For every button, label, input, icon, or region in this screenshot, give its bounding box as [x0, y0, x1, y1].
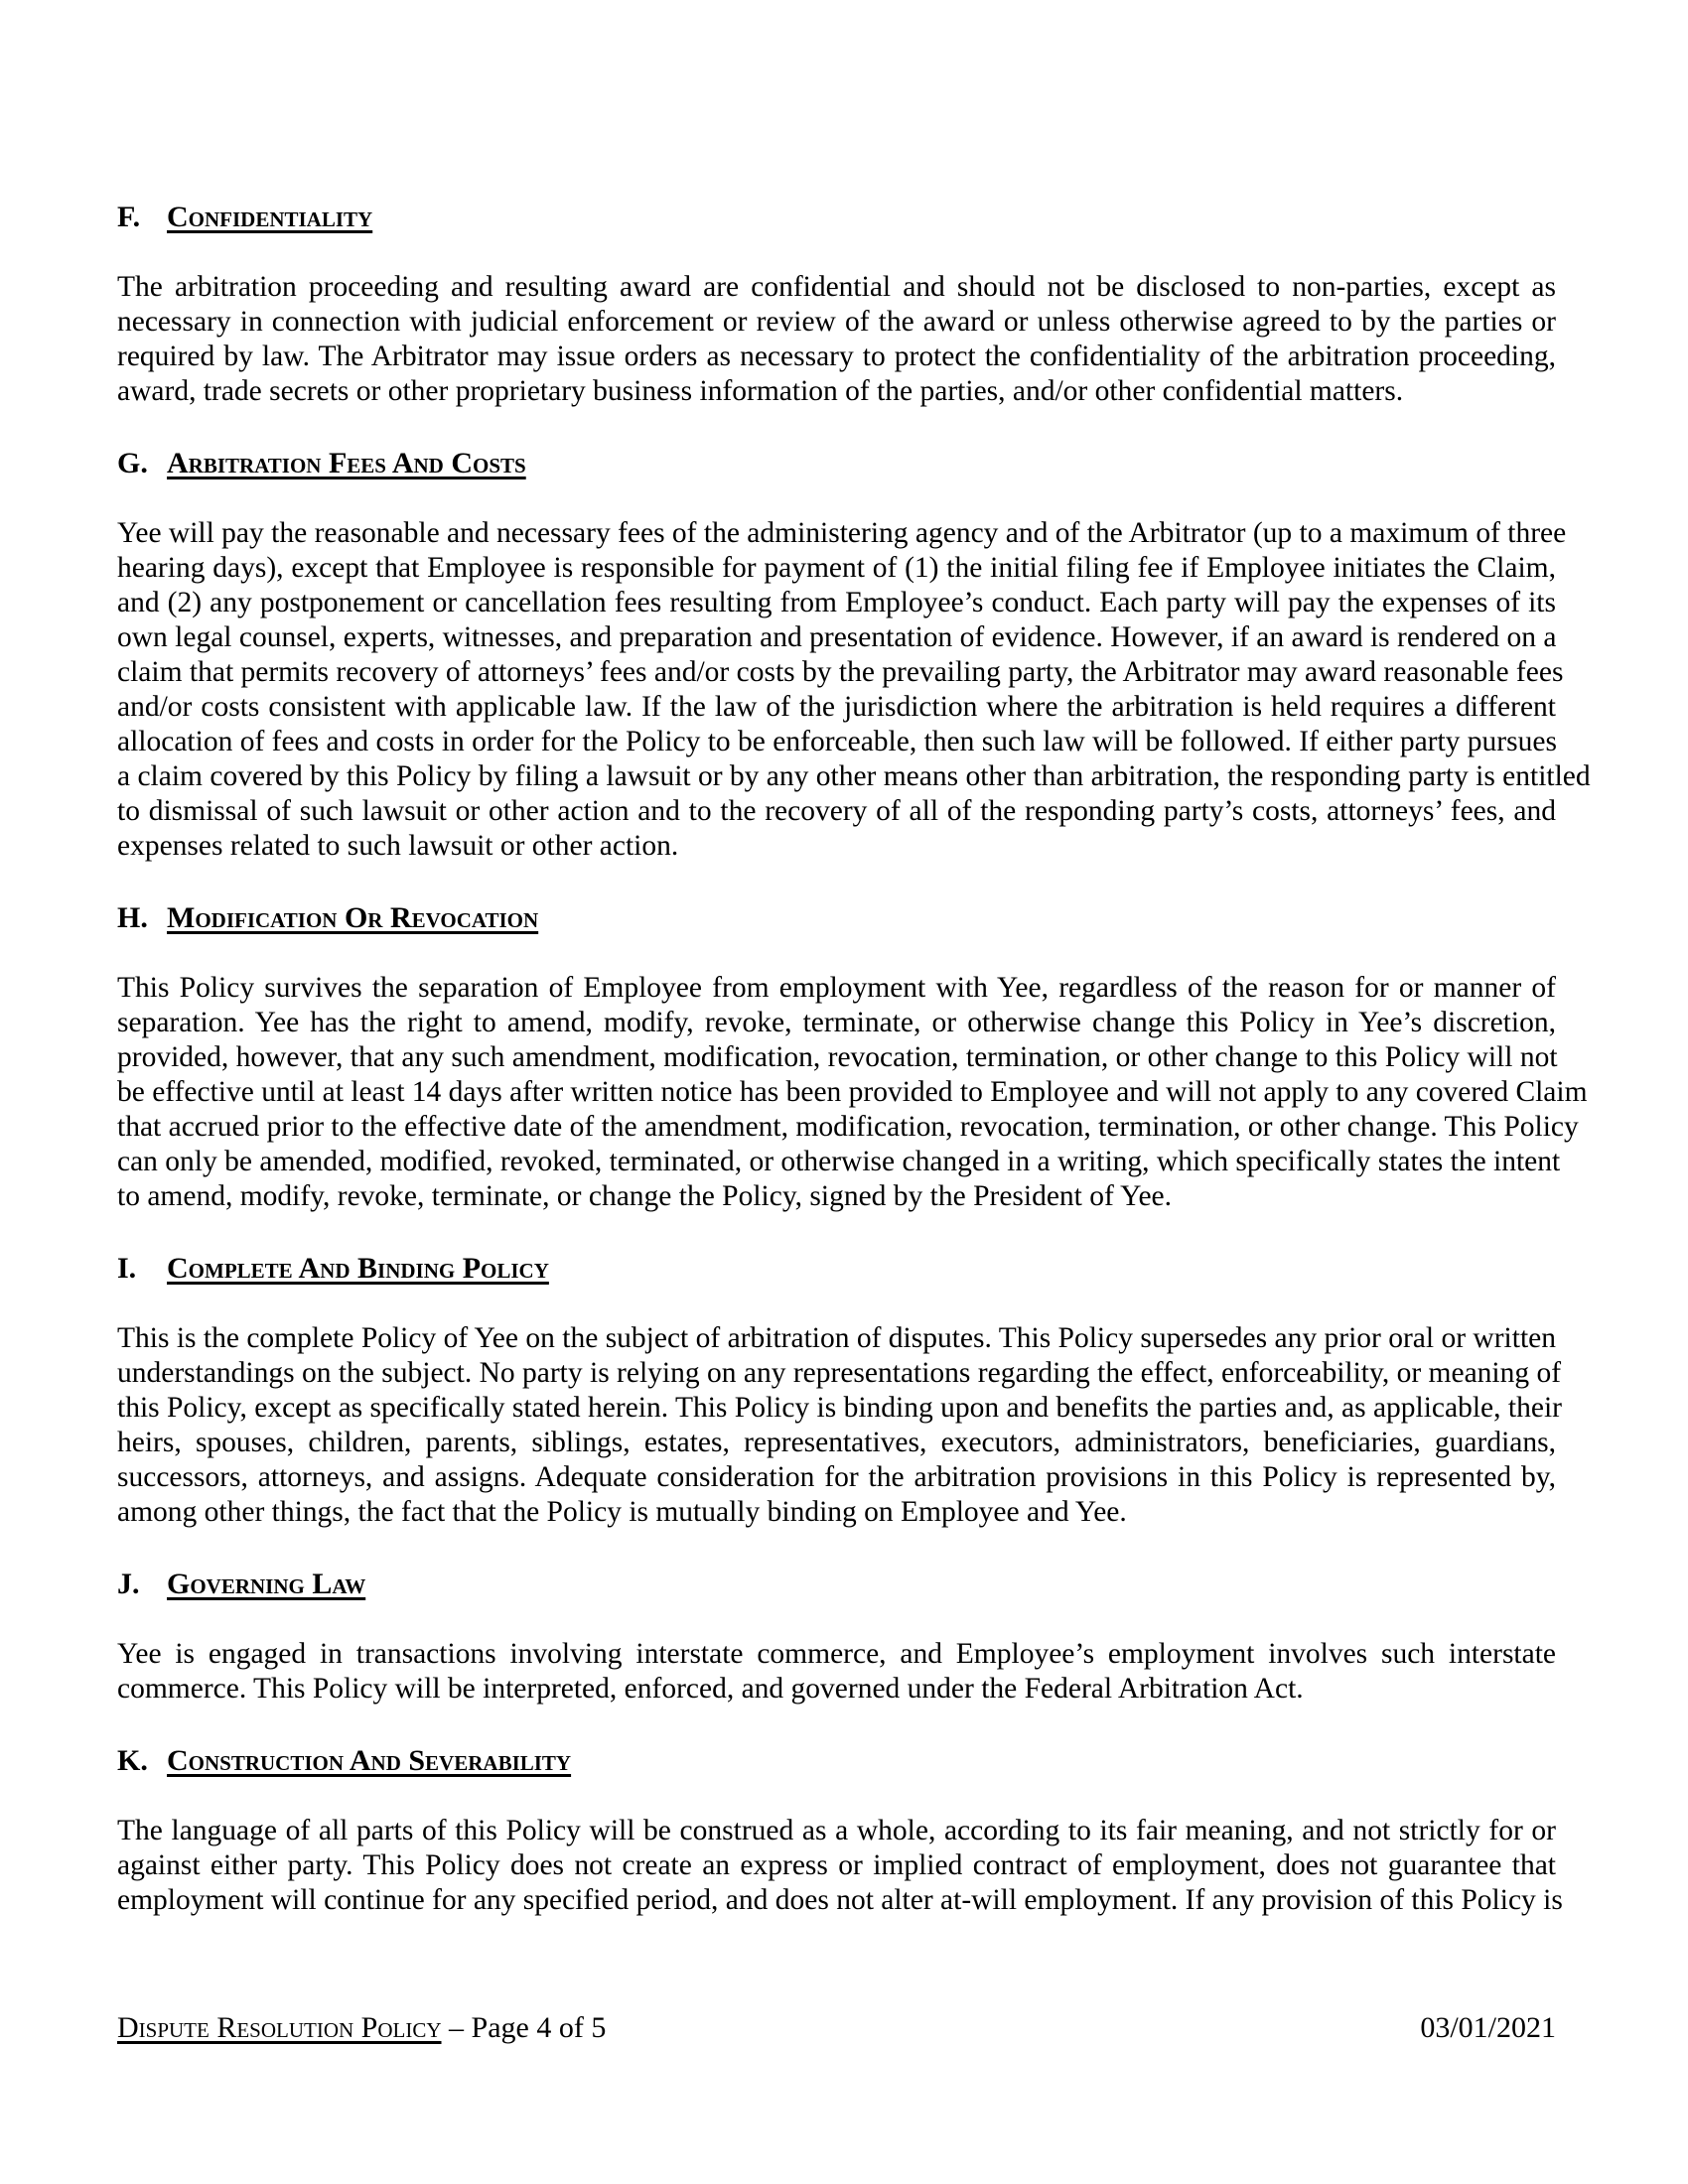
section-paragraph	[117, 1637, 1556, 1706]
text-line: can only be amended, modified, revoked, terminated, or otherwise changed in a writing, which specifically states the intent	[117, 1146, 1561, 1177]
section-paragraph	[117, 516, 1591, 864]
text-line: to amend, modify, revoke, terminate, or change the Policy, signed by the President of Yee.	[117, 1180, 1173, 1212]
section-heading	[117, 1567, 1556, 1601]
text-line: This is the complete Policy of Yee on the subject of arbitration of disputes. This Policy supersedes any prior oral or written	[117, 1322, 1556, 1354]
text-line: against either party. This Policy does not create an express or implied contract of employment, does not guarantee that	[117, 1849, 1556, 1881]
section-title: Modification Or Revocation	[167, 901, 539, 934]
section-heading	[117, 200, 1556, 234]
text-line: provided, however, that any such amendment, modification, revocation, termination, or other change to this Policy will not	[117, 1041, 1558, 1073]
section-heading	[117, 1251, 1556, 1286]
section-title: Arbitration Fees And Costs	[167, 447, 526, 479]
section-letter: I.	[117, 1252, 137, 1285]
text-line: commerce. This Policy will be interpreted, enforced, and governed under the Federal Arbitration Act.	[117, 1673, 1304, 1705]
text-line: employment will continue for any specified period, and does not alter at-will employment. If any provision of this Policy is	[117, 1884, 1563, 1916]
section-paragraph	[117, 971, 1588, 1214]
footer-date: 03/01/2021	[1420, 2011, 1556, 2044]
section-letter: H.	[117, 901, 148, 934]
section-letter: J.	[117, 1568, 140, 1600]
text-line: The arbitration proceeding and resulting award are confidential and should not be disclosed to non-parties, except as	[117, 271, 1556, 303]
footer-page-number: – Page 4 of 5	[441, 2011, 607, 2044]
text-line: understandings on the subject. No party is relying on any representations regarding the effect, enforceability, or meaning of	[117, 1357, 1562, 1389]
text-line: award, trade secrets or other proprietary business information of the parties, and/or other confidential matters.	[117, 375, 1404, 407]
text-line: among other things, the fact that the Policy is mutually binding on Employee and Yee.	[117, 1496, 1127, 1528]
text-line: Yee will pay the reasonable and necessary fees of the administering agency and of the Arbitrator (up to a maximum of three	[117, 517, 1567, 549]
text-line: The language of all parts of this Policy will be construed as a whole, according to its fair meaning, and not strictly for or	[117, 1815, 1556, 1846]
section	[117, 1567, 1556, 1706]
section-paragraph	[117, 1321, 1562, 1530]
text-line: allocation of fees and costs in order for the Policy to be enforceable, then such law will be followed. If either party pursues	[117, 726, 1557, 757]
document-body	[117, 200, 1591, 1955]
section	[117, 1743, 1563, 1918]
section-paragraph	[117, 270, 1556, 409]
footer-document-title: Dispute Resolution Policy	[117, 2011, 442, 2044]
text-line: claim that permits recovery of attorneys’ fees and/or costs by the prevailing party, the Arbitrator may award reasonable fees	[117, 656, 1564, 688]
text-line: Yee is engaged in transactions involving interstate commerce, and Employee’s employment involves such interstate	[117, 1638, 1556, 1670]
section-title: Governing Law	[167, 1568, 366, 1600]
text-line: be effective until at least 14 days after written notice has been provided to Employee and will not apply to any covered Claim	[117, 1076, 1588, 1108]
text-line: own legal counsel, experts, witnesses, and preparation and presentation of evidence. However, if an award is rendered on a	[117, 621, 1557, 653]
text-line: this Policy, except as specifically stated herein. This Policy is binding upon and benefits the parties and, as applicable, their	[117, 1392, 1562, 1424]
section-heading	[117, 900, 1556, 935]
section	[117, 900, 1588, 1214]
text-line: required by law. The Arbitrator may issue orders as necessary to protect the confidentiality of the arbitration proceeding,	[117, 341, 1556, 372]
text-line: This Policy survives the separation of Employee from employment with Yee, regardless of the reason for or manner of	[117, 972, 1556, 1004]
text-line: and/or costs consistent with applicable law. If the law of the jurisdiction where the arbitration is held requires a different	[117, 691, 1556, 723]
text-line: successors, attorneys, and assigns. Adequate consideration for the arbitration provisions in this Policy is represented by,	[117, 1461, 1556, 1493]
text-line: to dismissal of such lawsuit or other action and to the recovery of all of the responding party’s costs, attorneys’ fees, and	[117, 795, 1556, 827]
footer-left	[117, 2010, 606, 2045]
text-line: a claim covered by this Policy by filing a lawsuit or by any other means other than arbitration, the responding party is entitled	[117, 760, 1591, 792]
section-heading	[117, 446, 1556, 480]
section-heading	[117, 1743, 1556, 1778]
text-line: necessary in connection with judicial enforcement or review of the award or unless otherwise agreed to by the parties or	[117, 306, 1556, 338]
section	[117, 200, 1556, 409]
text-line: that accrued prior to the effective date of the amendment, modification, revocation, termination, or other change. This Policy	[117, 1111, 1579, 1143]
page-footer	[117, 2010, 1556, 2045]
text-line: separation. Yee has the right to amend, modify, revoke, terminate, or otherwise change this Policy in Yee’s discretion,	[117, 1007, 1556, 1038]
text-line: heirs, spouses, children, parents, siblings, estates, representatives, executors, administrators, beneficiaries, guardians,	[117, 1427, 1556, 1458]
section-title: Construction And Severability	[167, 1744, 572, 1777]
section-letter: F.	[117, 201, 141, 233]
section	[117, 1251, 1562, 1530]
section-letter: G.	[117, 447, 148, 479]
section	[117, 446, 1591, 864]
text-line: and (2) any postponement or cancellation fees resulting from Employee’s conduct. Each party will pay the expenses of its	[117, 587, 1556, 618]
section-title: Complete And Binding Policy	[167, 1252, 549, 1285]
section-letter: K.	[117, 1744, 148, 1777]
text-line: expenses related to such lawsuit or other action.	[117, 830, 679, 862]
section-paragraph	[117, 1814, 1563, 1918]
section-title: Confidentiality	[167, 201, 373, 233]
text-line: hearing days), except that Employee is responsible for payment of (1) the initial filing fee if Employee initiates the Claim,	[117, 552, 1556, 584]
